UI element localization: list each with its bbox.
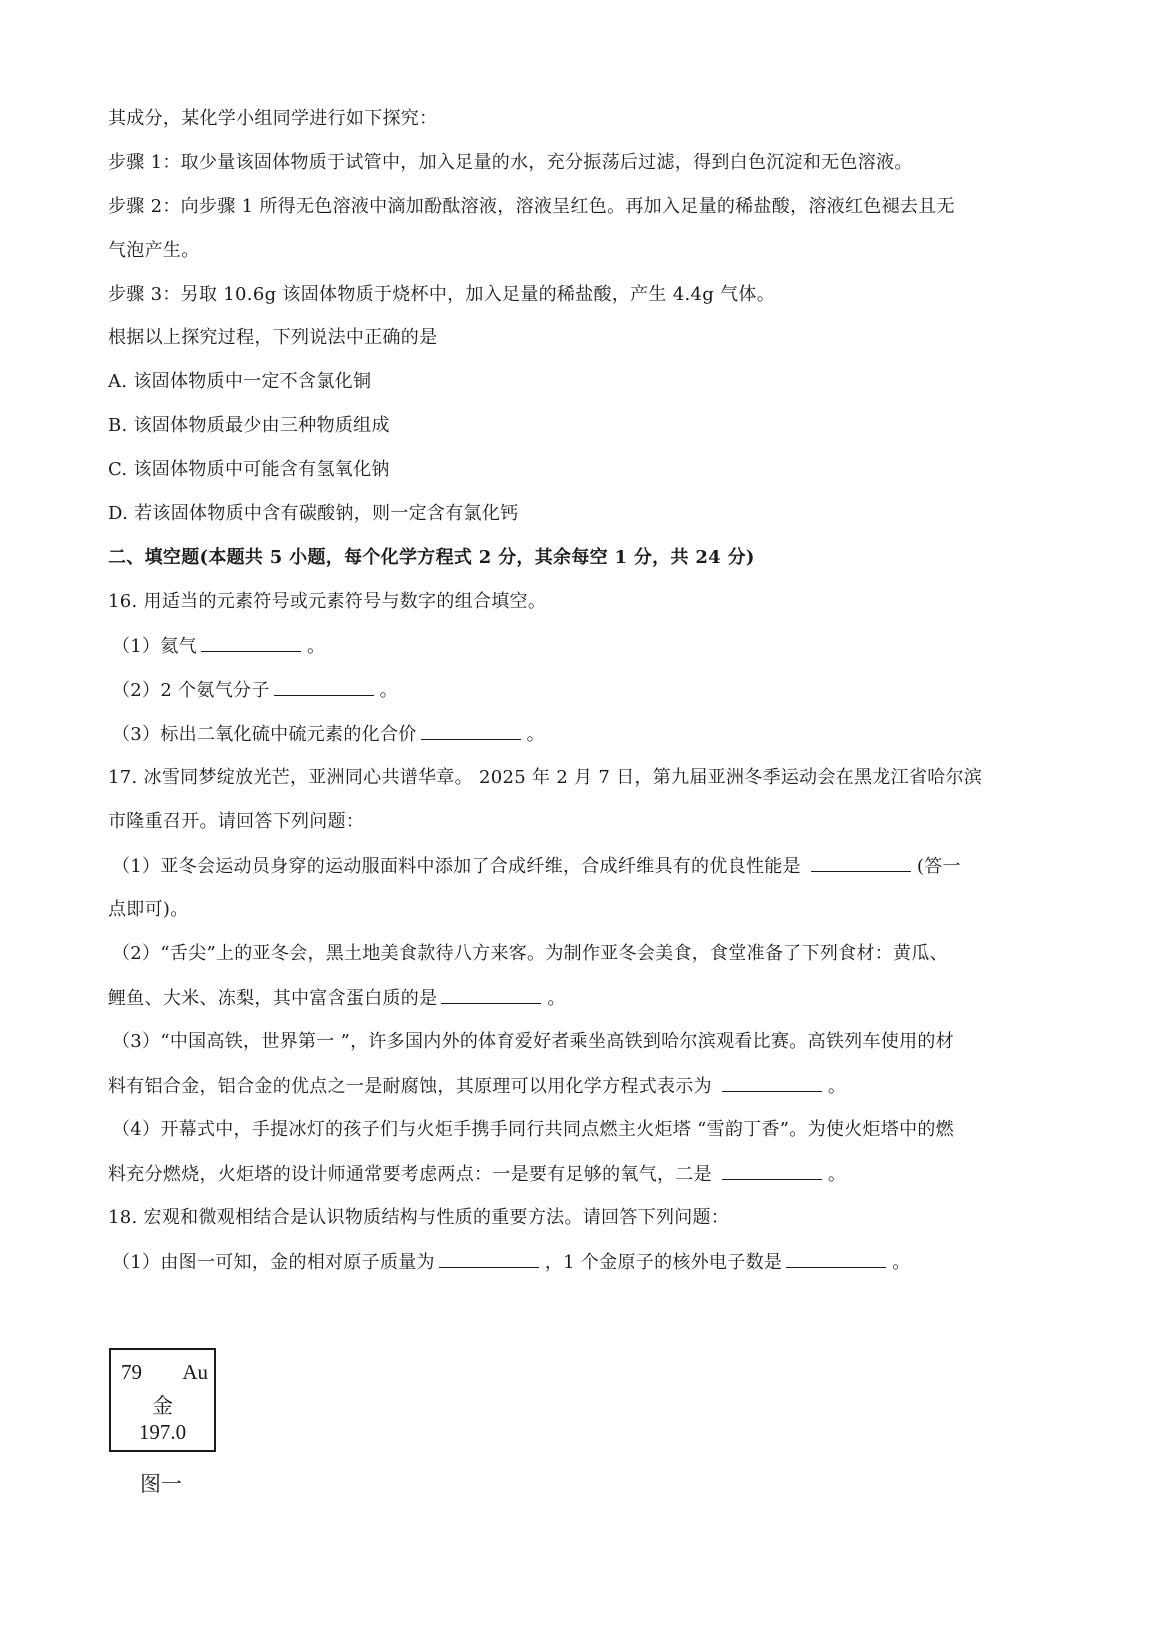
answer-blank[interactable] <box>274 679 374 696</box>
option-d: D. 若该固体物质中含有碳酸钠，则一定含有氯化钙 <box>108 503 519 524</box>
q18-stem: 18. 宏观和微观相结合是认识物质结构与性质的重要方法。请回答下列问题： <box>108 1207 730 1228</box>
q17-part-4: （4）开幕式中，手提冰灯的孩子们与火炬手携手同行共同点燃主火炬塔 “雪韵丁香”。为使火炬塔中的燃 <box>112 1119 954 1140</box>
answer-blank[interactable] <box>722 1163 822 1180</box>
q18-part-1 <box>112 1251 911 1274</box>
q17-p2-text: 鲤鱼、大米、冻梨，其中富含蛋白质的是 <box>108 988 438 1009</box>
answer-blank[interactable] <box>811 855 911 872</box>
period: 。 <box>526 724 545 745</box>
q17-part-1 <box>112 855 961 878</box>
element-name: 金 <box>152 1394 173 1418</box>
answer-blank[interactable] <box>441 987 541 1004</box>
option-c: C. 该固体物质中可能含有氢氧化钠 <box>108 459 390 480</box>
answer-blank[interactable] <box>722 1075 822 1092</box>
atomic-mass: 197.0 <box>138 1420 187 1444</box>
q16-part-2 <box>112 679 398 702</box>
answer-blank[interactable] <box>421 723 521 740</box>
period: 。 <box>827 1076 847 1097</box>
period: 。 <box>379 680 398 701</box>
option-b: B. 该固体物质最少由三种物质组成 <box>108 415 390 436</box>
q17-part-2-cont <box>108 987 566 1010</box>
q16-part-3 <box>112 723 545 746</box>
period: 。 <box>547 988 566 1009</box>
q17-part-4-cont <box>108 1163 846 1186</box>
q17-part-2: （2）“舌尖”上的亚冬会，黑土地美食款待八方来客。为制作亚冬会美食，食堂准备了下列食材：黄瓜、 <box>112 943 948 964</box>
step-2: 步骤 2：向步骤 1 所得无色溶液中滴加酚酞溶液，溶液呈红色。再加入足量的稀盐酸，溶液红色褪去且无 <box>108 196 955 217</box>
q17-stem-2: 市隆重召开。请回答下列问题： <box>108 811 365 832</box>
q17-part-3: （3）“中国高铁，世界第一 ”，许多国内外的体育爱好者乘坐高铁到哈尔滨观看比赛。高铁列车使用的材 <box>112 1031 954 1052</box>
question-prompt: 根据以上探究过程，下列说法中正确的是 <box>108 327 438 348</box>
q17-p1-suffix: (答一 <box>916 856 961 877</box>
step-3: 步骤 3：另取 10.6g 该固体物质于烧杯中，加入足量的稀盐酸，产生 4.4g 气体。 <box>108 284 776 305</box>
q17-stem-1: 17. 冰雪同梦绽放光芒，亚洲同心共谱华章。 2025 年 2 月 7 日，第九届亚洲冬季运动会在黑龙江省哈尔滨 <box>108 767 983 788</box>
q17-p1-text: （1）亚冬会运动员身穿的运动服面料中添加了合成纤维，合成纤维具有的优良性能是 <box>112 856 807 877</box>
q16-part-1 <box>112 635 325 658</box>
answer-blank[interactable] <box>201 635 301 652</box>
period: 。 <box>306 636 326 657</box>
answer-blank[interactable] <box>439 1251 539 1268</box>
section-heading: 二、填空题(本题共 5 小题，每个化学方程式 2 分，其余每空 1 分，共 24 分) <box>108 547 755 568</box>
q17-p3-text: 料有铝合金，铝合金的优点之一是耐腐蚀，其原理可以用化学方程式表示为 <box>108 1076 718 1097</box>
q16-p1-text: （1）氦气 <box>112 636 197 657</box>
q17-p4-text: 料充分燃烧，火炬塔的设计师通常要考虑两点：一是要有足够的氧气，二是 <box>108 1164 718 1185</box>
q18-p1-middle: ，1 个金原子的核外电子数是 <box>544 1252 783 1273</box>
element-symbol: Au <box>182 1360 208 1384</box>
q16-p3-text: （3）标出二氧化硫中硫元素的化合价 <box>112 724 417 745</box>
q17-part-1-cont: 点即可)。 <box>108 899 189 920</box>
period: 。 <box>827 1164 847 1185</box>
atomic-number: 79 <box>121 1360 142 1384</box>
step-2-cont: 气泡产生。 <box>108 240 200 261</box>
q17-part-3-cont <box>108 1075 846 1098</box>
step-1: 步骤 1：取少量该固体物质于试管中，加入足量的水，充分振荡后过滤，得到白色沉淀和无色溶液。 <box>108 152 913 173</box>
periodic-element-card <box>109 1348 216 1452</box>
q16-stem: 16. 用适当的元素符号或元素符号与数字的组合填空。 <box>108 591 547 612</box>
answer-blank[interactable] <box>786 1251 886 1268</box>
q16-p2-text: （2）2 个氨气分子 <box>112 680 270 701</box>
figure-caption: 图一 <box>140 1472 182 1496</box>
option-a: A. 该固体物质中一定不含氯化铜 <box>108 371 372 392</box>
q18-p1-text: （1）由图一可知，金的相对原子质量为 <box>112 1252 435 1273</box>
period: 。 <box>892 1252 911 1273</box>
intro-line: 其成分，某化学小组同学进行如下探究： <box>108 108 438 129</box>
